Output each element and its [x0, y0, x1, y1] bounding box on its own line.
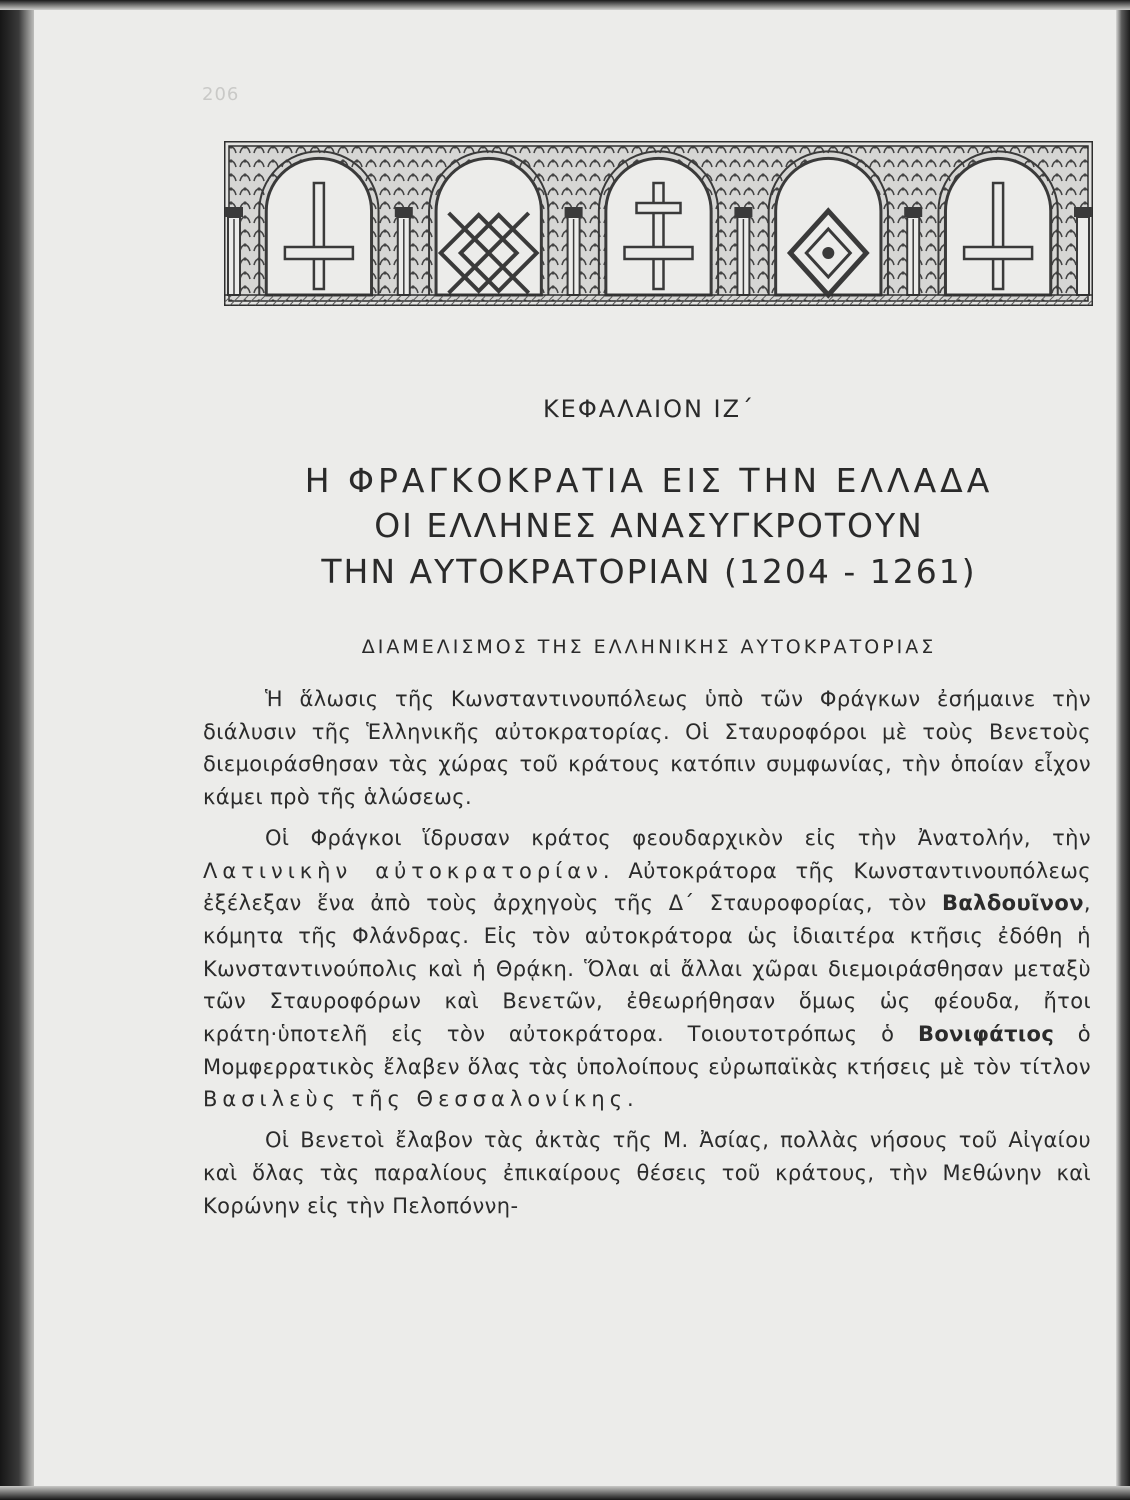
page-edge-top [0, 0, 1130, 10]
paragraph-2-text: . [627, 1087, 635, 1112]
emphasis-baldwin: Βαλδουῖνον [941, 891, 1084, 916]
paragraph-2-text: , κόμητα τῆς Φλάνδρας. Εἰς τὸν αὐτοκράτορα ὡς ἰδιαιτέρα κτῆσις ἐδόθη ἡ Κωνσταντινούπολις καὶ ἡ Θρᾴκη. Ὅλαι αἱ ἄλλαι χῶραι διεμοιράσθησαν μεταξὺ τῶν Σταυροφόρων καὶ Βενετῶν, ἐθεωρήθησαν ὅμως ὡς φέουδα, ἤτοι κράτη·ὑποτελῆ εἰς τὸν αὐτοκράτορα. Τοιουτοτρόπως ὁ [203, 891, 1091, 1047]
paragraph-2-text: Οἱ Φράγκοι ἵδρυσαν κράτος φεουδαρχικὸν εἰς τὴν Ἀνατολήν, τὴν [265, 825, 1091, 850]
section-heading: ΔΙΑΜΕΛΙΣΜΟΣ ΤΗΣ ΕΛΛΗΝΙΚΗΣ ΑΥΤΟΚΡΑΤΟΡΙΑΣ [361, 636, 937, 658]
paragraph-1: Ἡ ἅλωσις τῆς Κωνσταντινουπόλεως ὑπὸ τῶν Φράγκων ἐσήμαινε τὴν διάλυσιν τῆς Ἑλληνικῆς αὐτοκρατορίας. Οἱ Σταυροφόροι μὲ τοὺς Βενετοὺς διεμοιράσθησαν τὰς χώρας τοῦ κράτους κατόπιν συμφωνίας, τὴν ὁποίαν εἶχον κάμει πρὸ τῆς ἁλώσεως. [203, 687, 1091, 810]
paragraph-2-text: ὁ Μομφερρατικὸς ἔλαβεν ὅλας τὰς ὑπολοίπους εὐρωπαϊκὰς κτήσεις μὲ τὸν τίτλον [203, 1022, 1092, 1079]
page-number: 206 [202, 84, 240, 105]
paragraph-3: Οἱ Βενετοὶ ἔλαβον τὰς ἀκτὰς τῆς Μ. Ἀσίας, πολλὰς νήσους τοῦ Αἰγαίου καὶ ὅλας τὰς παραλίους ἐπικαίρους θέσεις τοῦ κράτους, τὴν Μεθώνην καὶ Κορώνην εἰς τὴν Πελοπόννη- [203, 1128, 1091, 1218]
emphasis-boniface: Βονιφάτιος [917, 1022, 1055, 1047]
chapter-title-line-1: Η ΦΡΑΓΚΟΚΡΑΤΙΑ ΕΙΣ ΤΗΝ ΕΛΛΑΔΑ [304, 461, 994, 500]
page-edge-left [0, 0, 34, 1500]
page-edge-right [1116, 0, 1130, 1500]
chapter-title-line-2: ΟΙ ΕΛΛΗΝΕΣ ΑΝΑΣΥΓΚΡΟΤΟΥΝ [374, 506, 924, 545]
body-text [203, 683, 1091, 1222]
paragraph-2 [203, 822, 1091, 1116]
page-edge-bottom [0, 1486, 1130, 1500]
emphasis-latin-empire: Λατινικὴν αὐτοκρατορίαν [203, 858, 603, 883]
chapter-title-line-3: ΤΗΝ ΑΥΤΟΚΡΑΤΟΡΙΑΝ (1204 - 1261) [321, 552, 977, 591]
paragraph-2-text: . Αὐτοκράτορα τῆς Κωνσταντινουπόλεως ἐξέλεξαν ἕνα ἀπὸ τοὺς ἀρχηγοὺς τῆς Δ΄ Σταυροφορίας, τὸν [203, 858, 1092, 916]
emphasis-king-of-thessalonica: Βασιλεὺς τῆς Θεσσαλονίκης [203, 1087, 628, 1112]
chapter-label: ΚΕΦΑΛΑΙΟΝ ΙΖ΄ [542, 395, 756, 423]
ornamental-banner-icon [224, 141, 1093, 306]
